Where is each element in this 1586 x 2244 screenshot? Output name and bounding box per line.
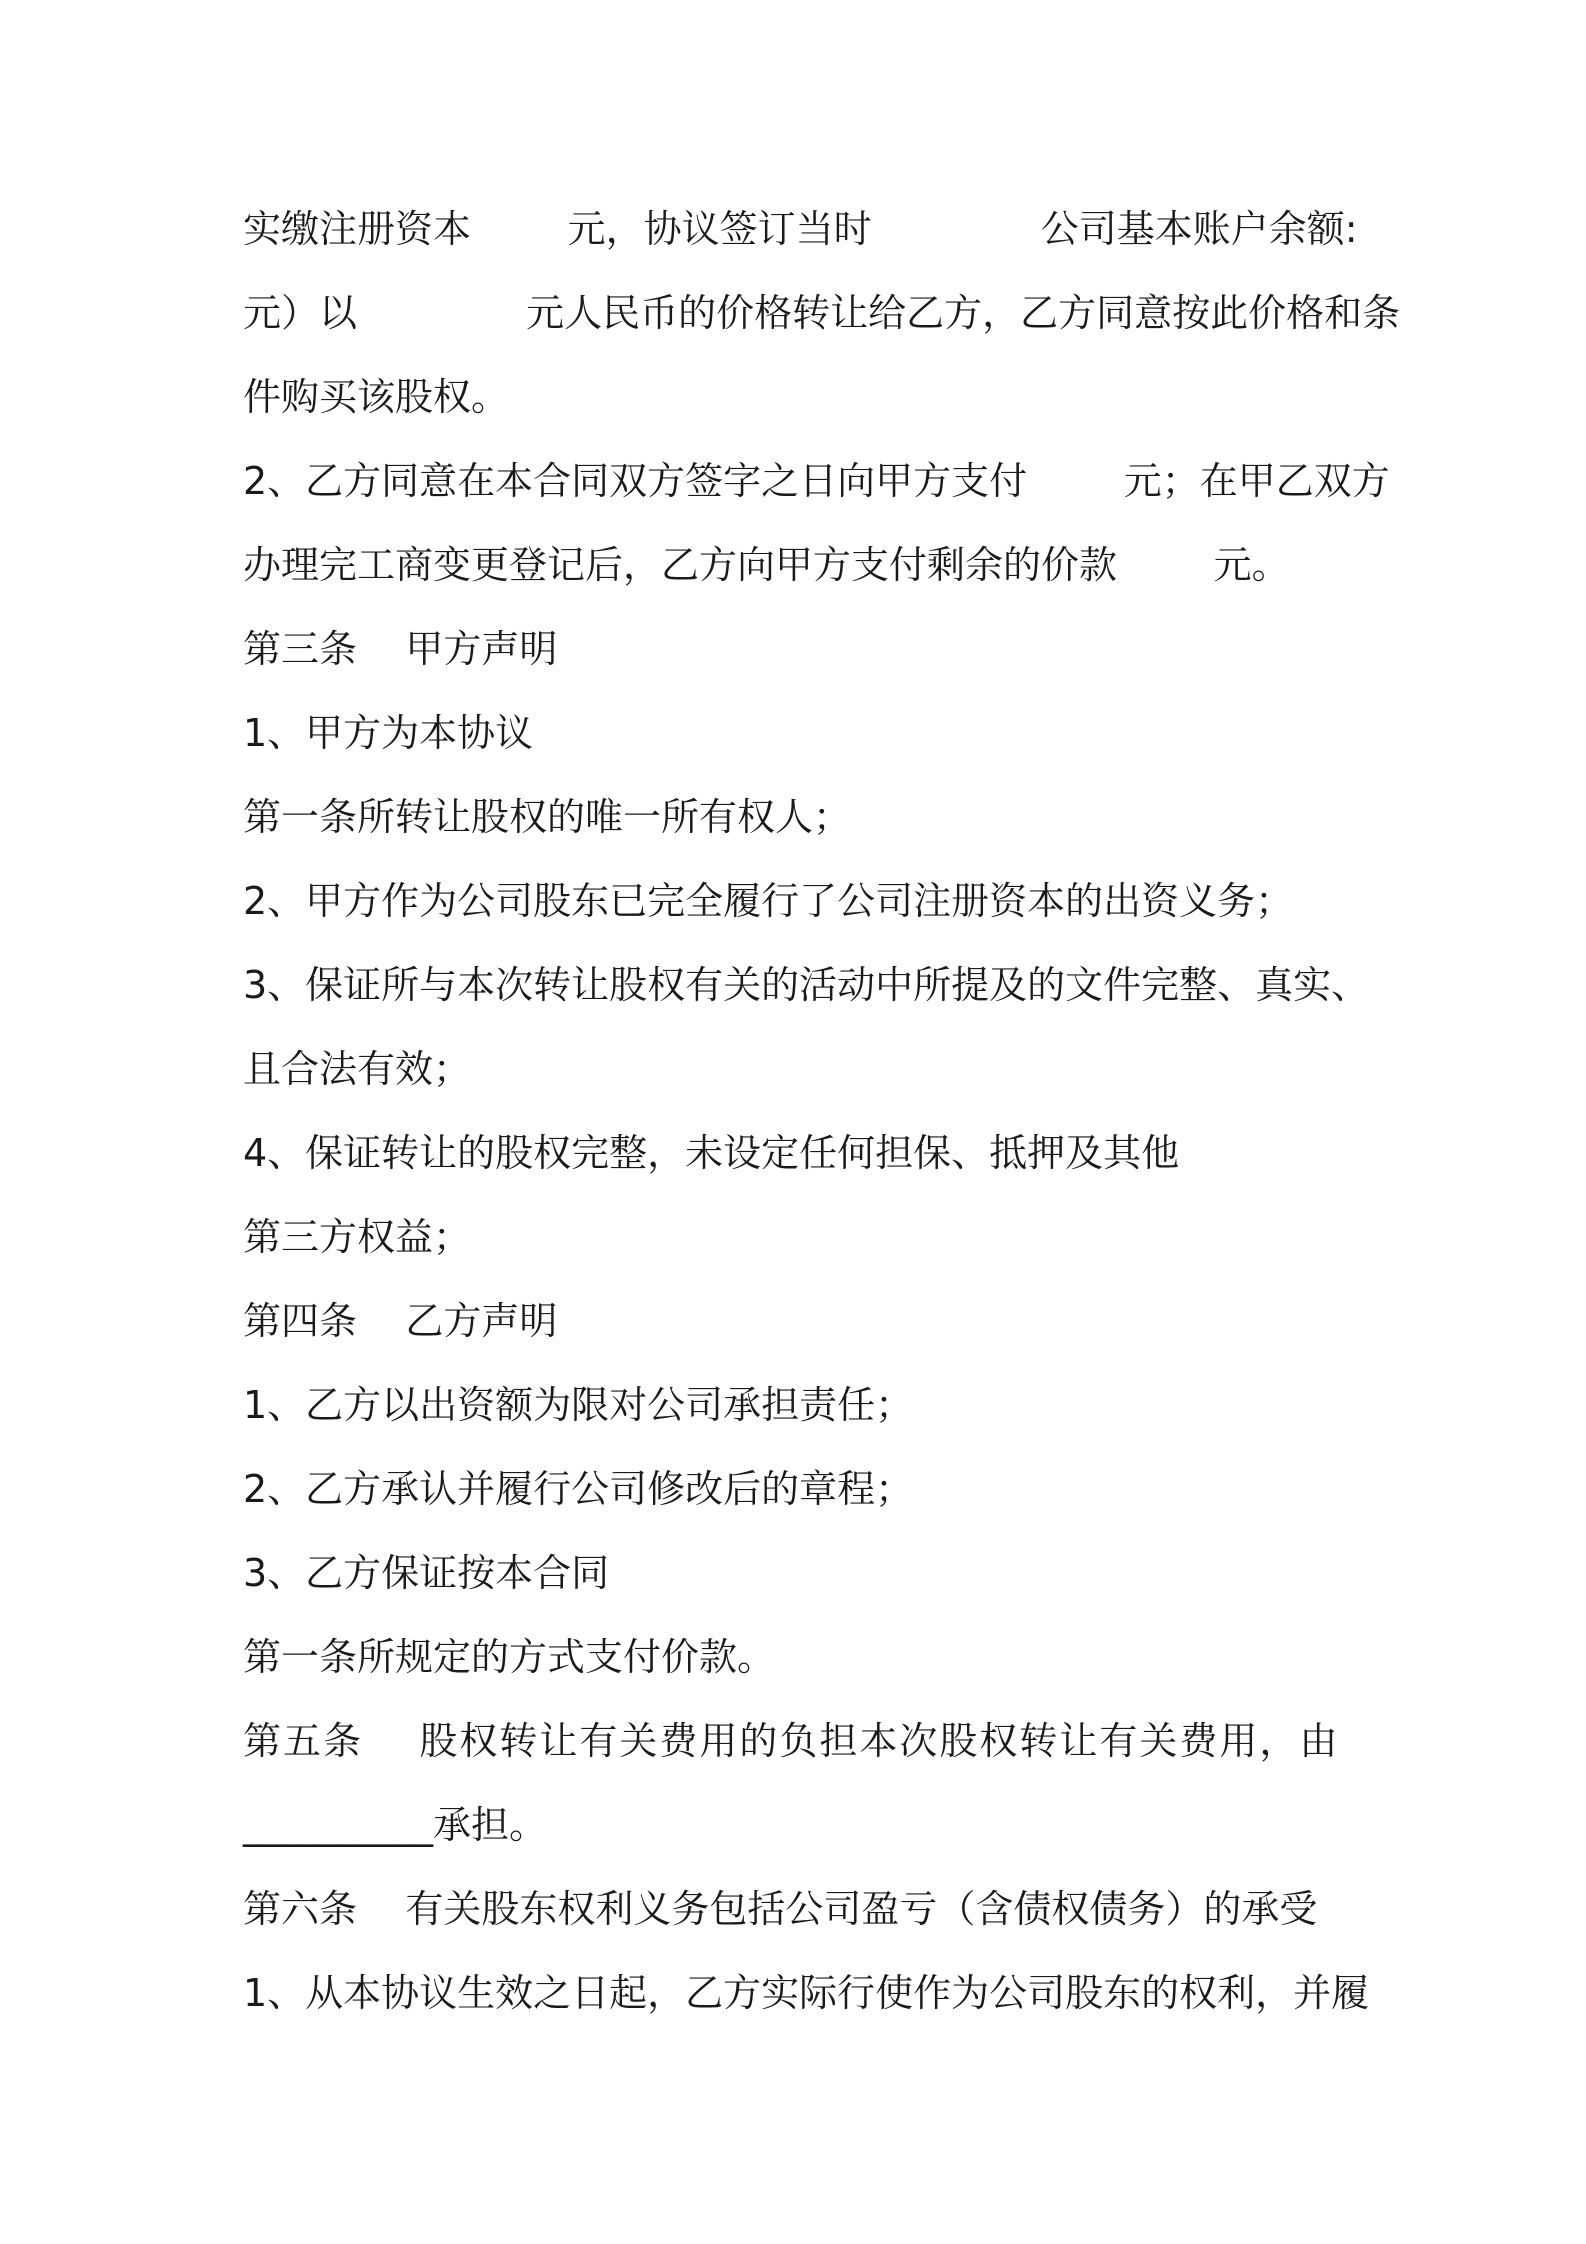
text-line: 第三方权益； xyxy=(243,1215,472,1259)
section-heading: 第五条 股权转让有关费用的负担本次股权转让有关费用，由 xyxy=(243,1719,1340,1763)
text-line: 实缴注册资本 元，协议签订当时 公司基本账户余额: xyxy=(243,207,1358,251)
text-line: 2、乙方承认并履行公司修改后的章程； xyxy=(243,1467,914,1511)
text-line: 元）以 元人民币的价格转让给乙方，乙方同意按此价格和条 xyxy=(243,291,1401,335)
text-line: 2、乙方同意在本合同双方签字之日向甲方支付 元；在甲乙双方 xyxy=(243,459,1390,503)
text-line: 办理完工商变更登记后，乙方向甲方支付剩余的价款 元。 xyxy=(243,543,1290,587)
section-heading: 第四条 乙方声明 xyxy=(243,1299,558,1343)
text-line: 且合法有效； xyxy=(243,1047,472,1091)
text-line: 1、甲方为本协议 xyxy=(243,711,534,755)
text-line: 3、乙方保证按本合同 xyxy=(243,1551,610,1595)
text-line: 3、保证所与本次转让股权有关的活动中所提及的文件完整、真实、 xyxy=(243,963,1370,1007)
text-line: __________承担。 xyxy=(243,1803,548,1847)
text-line: 2、甲方作为公司股东已完全履行了公司注册资本的出资义务； xyxy=(243,879,1294,923)
text-line: 件购买该股权。 xyxy=(243,375,510,419)
section-heading: 第六条 有关股东权利义务包括公司盈亏（含债权债务）的承受 xyxy=(243,1887,1318,1931)
text-line: 1、乙方以出资额为限对公司承担责任； xyxy=(243,1383,914,1427)
text-line: 4、保证转让的股权完整，未设定任何担保、抵押及其他 xyxy=(243,1131,1180,1175)
section-heading: 第三条 甲方声明 xyxy=(243,627,558,671)
text-line: 第一条所转让股权的唯一所有权人； xyxy=(243,795,852,839)
text-line: 第一条所规定的方式支付价款。 xyxy=(243,1635,776,1679)
text-line: 1、从本协议生效之日起，乙方实际行使作为公司股东的权利，并履 xyxy=(243,1971,1370,2015)
